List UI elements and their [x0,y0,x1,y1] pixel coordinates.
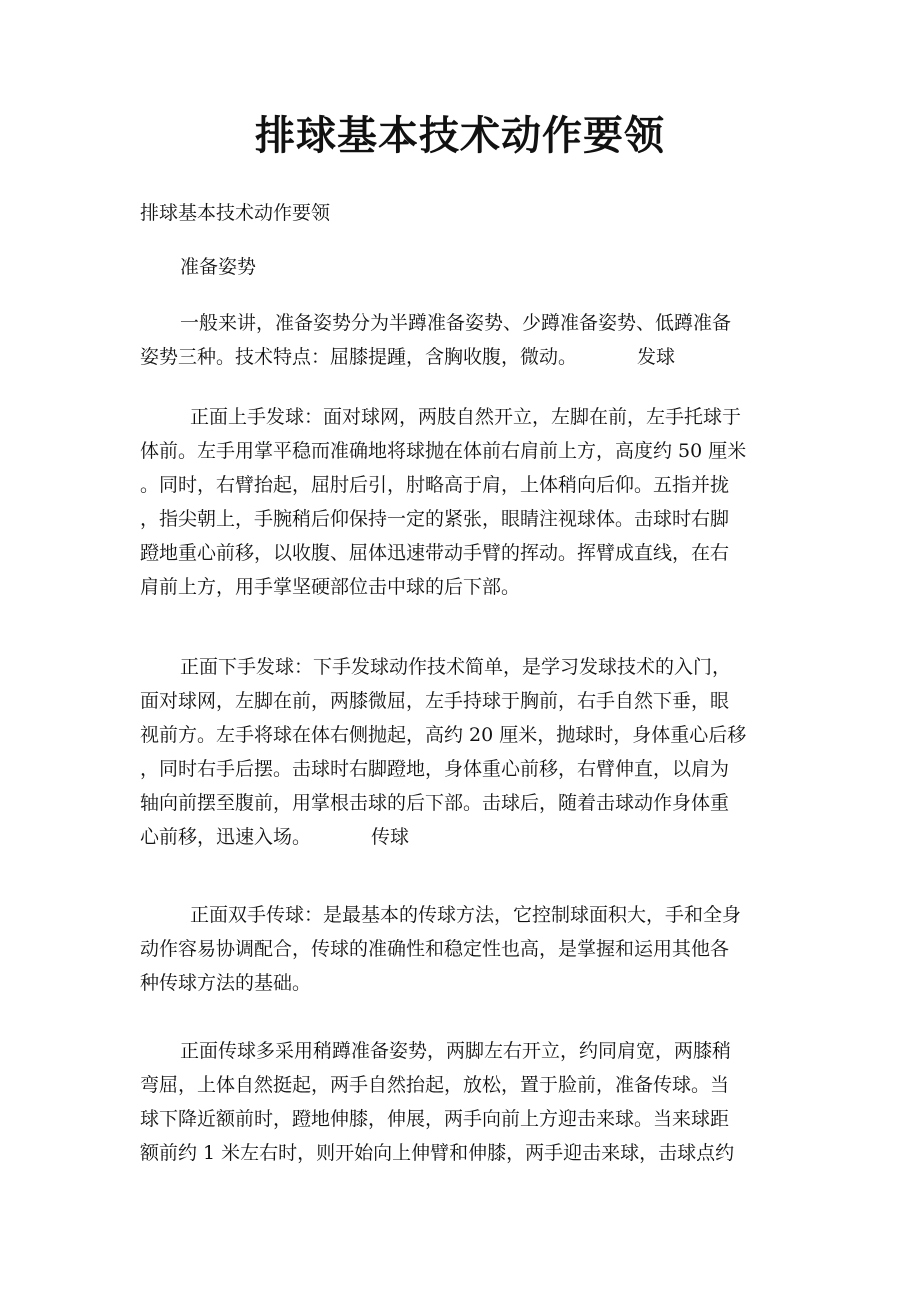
paragraph-line: 一般来讲，准备姿势分为半蹲准备姿势、少蹲准备姿势、低蹲准备 [180,312,732,334]
paragraph-line: 正面传球多采用稍蹲准备姿势，两脚左右开立，约同肩宽，两膝稍 [180,1040,732,1062]
paragraph-line [140,820,782,854]
paragraph-line [140,340,782,374]
section-heading-pass: 传球 [371,826,410,848]
paragraph-line: 蹬地重心前移，以收腹、屈体迅速带动手臂的挥动。挥臂成直线，在右 [140,542,730,564]
paragraph-line-text: 心前移，迅速入场。 [140,826,312,848]
paragraph-underhand-serve [140,650,782,854]
paragraph-line: 球下降近额前时，蹬地伸膝，伸展，两手向前上方迎击来球。当来球距 [140,1108,730,1130]
paragraph-line: 正面双手传球：是最基本的传球方法，它控制球面积大，手和全身 [190,904,742,926]
paragraph-line: 肩前上方，用手掌坚硬部位击中球的后下部。 [140,576,521,598]
section-heading-text: 准备姿势 [180,256,257,278]
paragraph-line: 动作容易协调配合，传球的准确性和稳定性也高，是掌握和运用其他各 [140,938,730,960]
paragraph-ready-stance [140,306,782,374]
paragraph-line: ，同时右手后摆。击球时右脚蹬地，身体重心前移，右臂伸直，以肩为 [140,758,730,780]
paragraph-overhand-serve [140,400,782,604]
paragraph-line: 面对球网，左脚在前，两膝微屈，左手持球于胸前，右手自然下垂，眼 [140,690,730,712]
paragraph-two-hand-set [140,898,782,1000]
paragraph-line: 种传球方法的基础。 [140,972,312,994]
paragraph-line: 轴向前摆至腹前，用掌根击球的后下部。击球后，随着击球动作身体重 [140,792,730,814]
paragraph-line: ，指尖朝上，手腕稍后仰保持一定的紧张，眼睛注视球体。击球时右脚 [140,508,730,530]
paragraph-line: 正面下手发球：下手发球动作技术简单，是学习发球技术的入门， [180,656,732,678]
paragraph-line-text: 姿势三种。技术特点：屈膝提踵，含胸收腹，微动。 [140,346,578,368]
paragraph-line: 。同时，右臂抬起，屈肘后引，肘略高于肩，上体稍向后仰。五指并拢 [140,474,730,496]
paragraph-line: 弯屈，上体自然挺起，两手自然抬起，放松，置于脸前，准备传球。当 [140,1074,730,1096]
subtitle-line: 排球基本技术动作要领 [140,202,331,224]
paragraph-front-set [140,1034,782,1170]
page-title: 排球基本技术动作要领 [255,112,665,159]
section-heading-ready-stance [140,250,782,284]
paragraph-line: 视前方。左手将球在体右侧抛起，高约 20 厘米，抛球时，身体重心后移 [140,724,747,746]
section-heading-serve: 发球 [637,346,676,368]
paragraph-line: 正面上手发球：面对球网，两肢自然开立，左脚在前，左手托球于 [190,406,742,428]
document-subtitle [140,196,782,230]
paragraph-line: 体前。左手用掌平稳而准确地将球抛在体前右肩前上方，高度约 50 厘米 [140,440,747,462]
paragraph-line: 额前约 1 米左右时，则开始向上伸臂和伸膝，两手迎击来球，击球点约 [140,1142,735,1164]
